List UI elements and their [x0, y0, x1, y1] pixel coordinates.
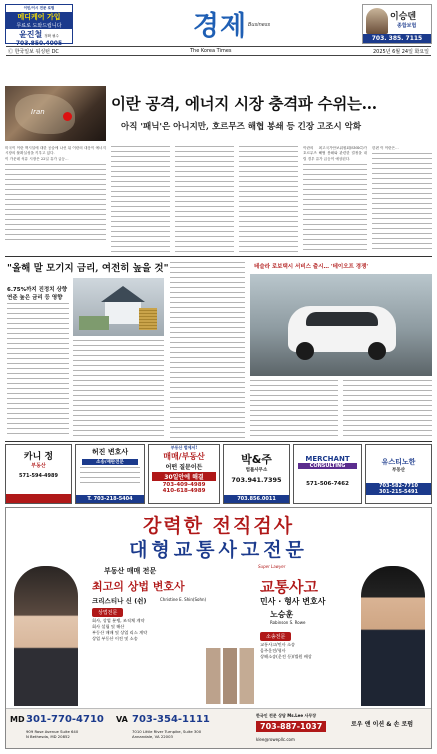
issue-date: 2025년 6월 24일 화요일 — [372, 49, 429, 55]
left-title: 최고의 상법 변호사 — [92, 580, 185, 593]
ad6-name: 유스티노한 — [381, 458, 416, 466]
iran-label: Iran — [31, 108, 45, 116]
top-story-headline[interactable]: 이란 공격, 에너지 시장 충격파 수위는… — [111, 94, 377, 113]
edition-label: Ⓒ 한국일보 워싱턴 DC — [8, 49, 59, 55]
md-label: MD — [10, 715, 25, 724]
ms-lee-phone[interactable]: 703-887-1037 — [256, 721, 326, 732]
right-button: 소송전문 — [260, 632, 291, 641]
ad1-phone: 571-594-4989 — [19, 473, 58, 479]
ad2-text-lines — [80, 467, 140, 487]
dateline — [6, 46, 431, 56]
right-service-list — [260, 642, 312, 660]
top-story-subheadline: 아직 '패닉'은 아니지만, 호르무즈 해협 봉쇄 등 긴장 고조시 악화 — [121, 122, 362, 132]
ad2-phone: T. 703-218-5404 — [76, 495, 144, 503]
left-name: 크리스티나 신 (쉰) — [92, 597, 147, 605]
ad-merchant[interactable] — [293, 444, 362, 504]
left-lawyer-photo — [14, 566, 78, 706]
cash-stack — [79, 316, 109, 330]
ad4-phone2: 703.856.0011 — [224, 495, 289, 503]
va-phone: 703-354-1111 — [132, 714, 210, 725]
right-ad-phone: 703. 385. 7115 — [363, 34, 431, 43]
ad2-name: 허진 변호사 — [91, 448, 129, 456]
iran-photo — [5, 86, 106, 141]
ad1-name: 카니 정 — [23, 452, 54, 462]
left-service-list — [92, 618, 147, 642]
big-law-ad[interactable] — [5, 507, 432, 749]
left-list-item: 회사, 상업 분쟁, 조직체 계약 — [92, 618, 145, 623]
right-title: 교통사고 — [260, 578, 318, 596]
top-story-col-6 — [372, 146, 432, 254]
masthead-logo[interactable]: 경제 — [192, 11, 248, 42]
ad6-phone2: 301-215-5491 — [366, 489, 431, 495]
right-list-item: 상해소송(운전 등)/법원 배상 — [260, 654, 312, 659]
section-rule-1 — [5, 256, 432, 257]
masthead-right-ad[interactable] — [362, 4, 432, 44]
col5-paragraph-1: 이란의 최고국가안보위원회(SNSC)가 호르무즈 해협 봉쇄와 관련한 결정을 내릴 경우 유가 급등이 예상된다. — [303, 146, 367, 161]
ad4-name: 박&주 — [241, 453, 272, 466]
left-ad-title: 메디케어 가입 — [6, 12, 72, 22]
big-ad-headline-1: 강력한 전직검사 — [142, 515, 295, 537]
right-lawyer-photo — [361, 566, 425, 706]
col1-paragraph-2: 이 가운데 석유 시장은 22일 유가 급등… — [5, 156, 69, 161]
right-sub: 민사 · 형사 변호사 — [260, 597, 326, 606]
right-ad-photo — [366, 8, 388, 34]
left-list-item: 부동산 매매 및 상업 리스 계약 — [92, 630, 148, 635]
red-marker — [63, 112, 72, 121]
va-address: 7010 Little River Turnpike, Suite 300 Annandale, VA 22003 — [132, 729, 202, 739]
ad3-line2: 30일안에 해결 — [152, 472, 216, 481]
ad5-name: MERCHANT — [305, 455, 350, 463]
car-wheel-left — [296, 342, 314, 360]
ad5-phone: 571-506-7462 — [306, 481, 349, 487]
masthead-left-ad[interactable] — [5, 4, 73, 47]
top-story-col-2 — [111, 146, 170, 254]
big-ad-footer — [6, 708, 431, 748]
story3-col-1 — [250, 380, 338, 438]
col6-paragraph-1: 한편 이 이란은… — [372, 146, 399, 150]
firm-name: 로우 앤 이션 & 손 로펌 — [351, 721, 414, 728]
email-label[interactable]: klee@rowepllc.com — [256, 737, 295, 742]
right-list-item: 음주운전/형사 — [260, 648, 286, 653]
md-phone: 301-770-4710 — [26, 714, 104, 725]
ad-kani-jung[interactable] — [5, 444, 72, 504]
story2-headline[interactable]: "올해 말 모기지 금리, 여전히 높을 것" — [7, 263, 169, 274]
story3-col-2 — [343, 380, 432, 438]
left-ad-phone: 703.850.4005 — [15, 40, 63, 47]
paper-name: The Korea Times — [190, 48, 232, 54]
house-roof — [101, 286, 145, 302]
right-name: 노승훈 — [270, 610, 294, 619]
ad1-footer-bar — [6, 494, 71, 503]
coin-stack — [139, 308, 157, 330]
ad6-phone: 703-582-7710 — [366, 483, 431, 489]
ad-realestate-law[interactable] — [148, 444, 220, 504]
staff-photos — [206, 648, 254, 704]
top-story-col-5 — [303, 146, 367, 254]
left-ad-name-note: 정확 필수 — [44, 34, 59, 38]
ad-heo-jin[interactable] — [75, 444, 145, 504]
left-name-en: Christine E. Shin(Sohn) — [160, 597, 207, 602]
car-wheel-right — [368, 342, 386, 360]
house-body — [105, 302, 141, 324]
left-ad-subtitle: 무료로 도와드립니다 — [6, 22, 72, 29]
ad4-role: 법률사무소 — [245, 468, 268, 473]
ad3-line: 어떤 질문이든 — [165, 464, 203, 471]
story2-kicker-2: 연준 높은 금리 등 영향 — [7, 295, 63, 301]
col5-text-lines — [303, 164, 367, 254]
ad3-title: 부동산 법에서! — [170, 445, 198, 450]
ad5-role: CONSULTING — [298, 463, 357, 469]
col1-paragraph-1: 미국이 이란 핵시설에 대한 공습에 나선 뒤 이란의 대응이 에너지 시장의 불확실성을 키우고 있다. — [5, 146, 106, 156]
story2-kicker: 6.75%까지 진정치 상향 — [7, 287, 68, 293]
car-window — [306, 312, 378, 326]
right-ad-name: 이승덴 — [390, 12, 417, 22]
left-list-item: 회사 설립 및 해산 — [92, 624, 125, 629]
top-story-col-1 — [5, 146, 106, 254]
story2-col-1 — [7, 303, 69, 438]
left-ad-name: 윤진철 — [19, 30, 43, 39]
ad3-phone2: 410-618-4989 — [162, 488, 206, 494]
ad1-role: 부동산 — [31, 463, 46, 469]
left-list-item: 상업 부동산 이전 및 소송 — [92, 636, 138, 641]
ad-park-joo[interactable] — [223, 444, 290, 504]
ms-lee-label: 한국인 전문 상담 Ms.Lee 사무장 — [256, 713, 317, 718]
left-button: 상법전문 — [92, 608, 123, 617]
left-kicker: 부동산 매매 전문 — [104, 567, 157, 575]
col6-text-lines — [372, 153, 432, 249]
ad-justino-han[interactable] — [365, 444, 432, 504]
ad6-role: 부동산 — [391, 468, 406, 473]
top-story-col-3 — [175, 146, 234, 254]
right-list-item: 교통사고/민사 소송 — [260, 642, 296, 647]
top-story-col-4 — [239, 146, 298, 254]
house-photo — [73, 278, 164, 336]
left-ad-badge: 이민/이시 전문 로펌 — [6, 5, 72, 12]
right-name-en: Robinson S. Rowe — [270, 620, 306, 625]
ad2-role: 소송/재판전문 — [82, 459, 138, 465]
col1-text-lines — [5, 164, 106, 244]
ad3-big: 매매/부동산 — [163, 452, 205, 461]
md-address: 909 Rose Avenue Suite 640 N Bethesda, MD 20852 — [26, 729, 79, 739]
va-label: VA — [116, 715, 128, 724]
right-ad-title: 종합보험 — [397, 23, 417, 29]
story3-headline[interactable]: 테슬라 로보택시 서비스 출시… '테이오프 경쟁' — [254, 264, 369, 270]
right-kicker: Super Lawyer — [258, 564, 286, 569]
ad3-phone: 703-409-4989 — [162, 482, 206, 488]
robotaxi-photo — [250, 274, 432, 376]
big-ad-headline-2: 대형교통사고전문 — [129, 539, 308, 561]
story2-col-3 — [170, 262, 245, 438]
story2-col-2 — [73, 340, 164, 438]
ad4-phone: 703.941.7395 — [231, 476, 282, 484]
section-rule-2 — [5, 441, 432, 442]
masthead-logo-sub: Business — [248, 22, 271, 28]
